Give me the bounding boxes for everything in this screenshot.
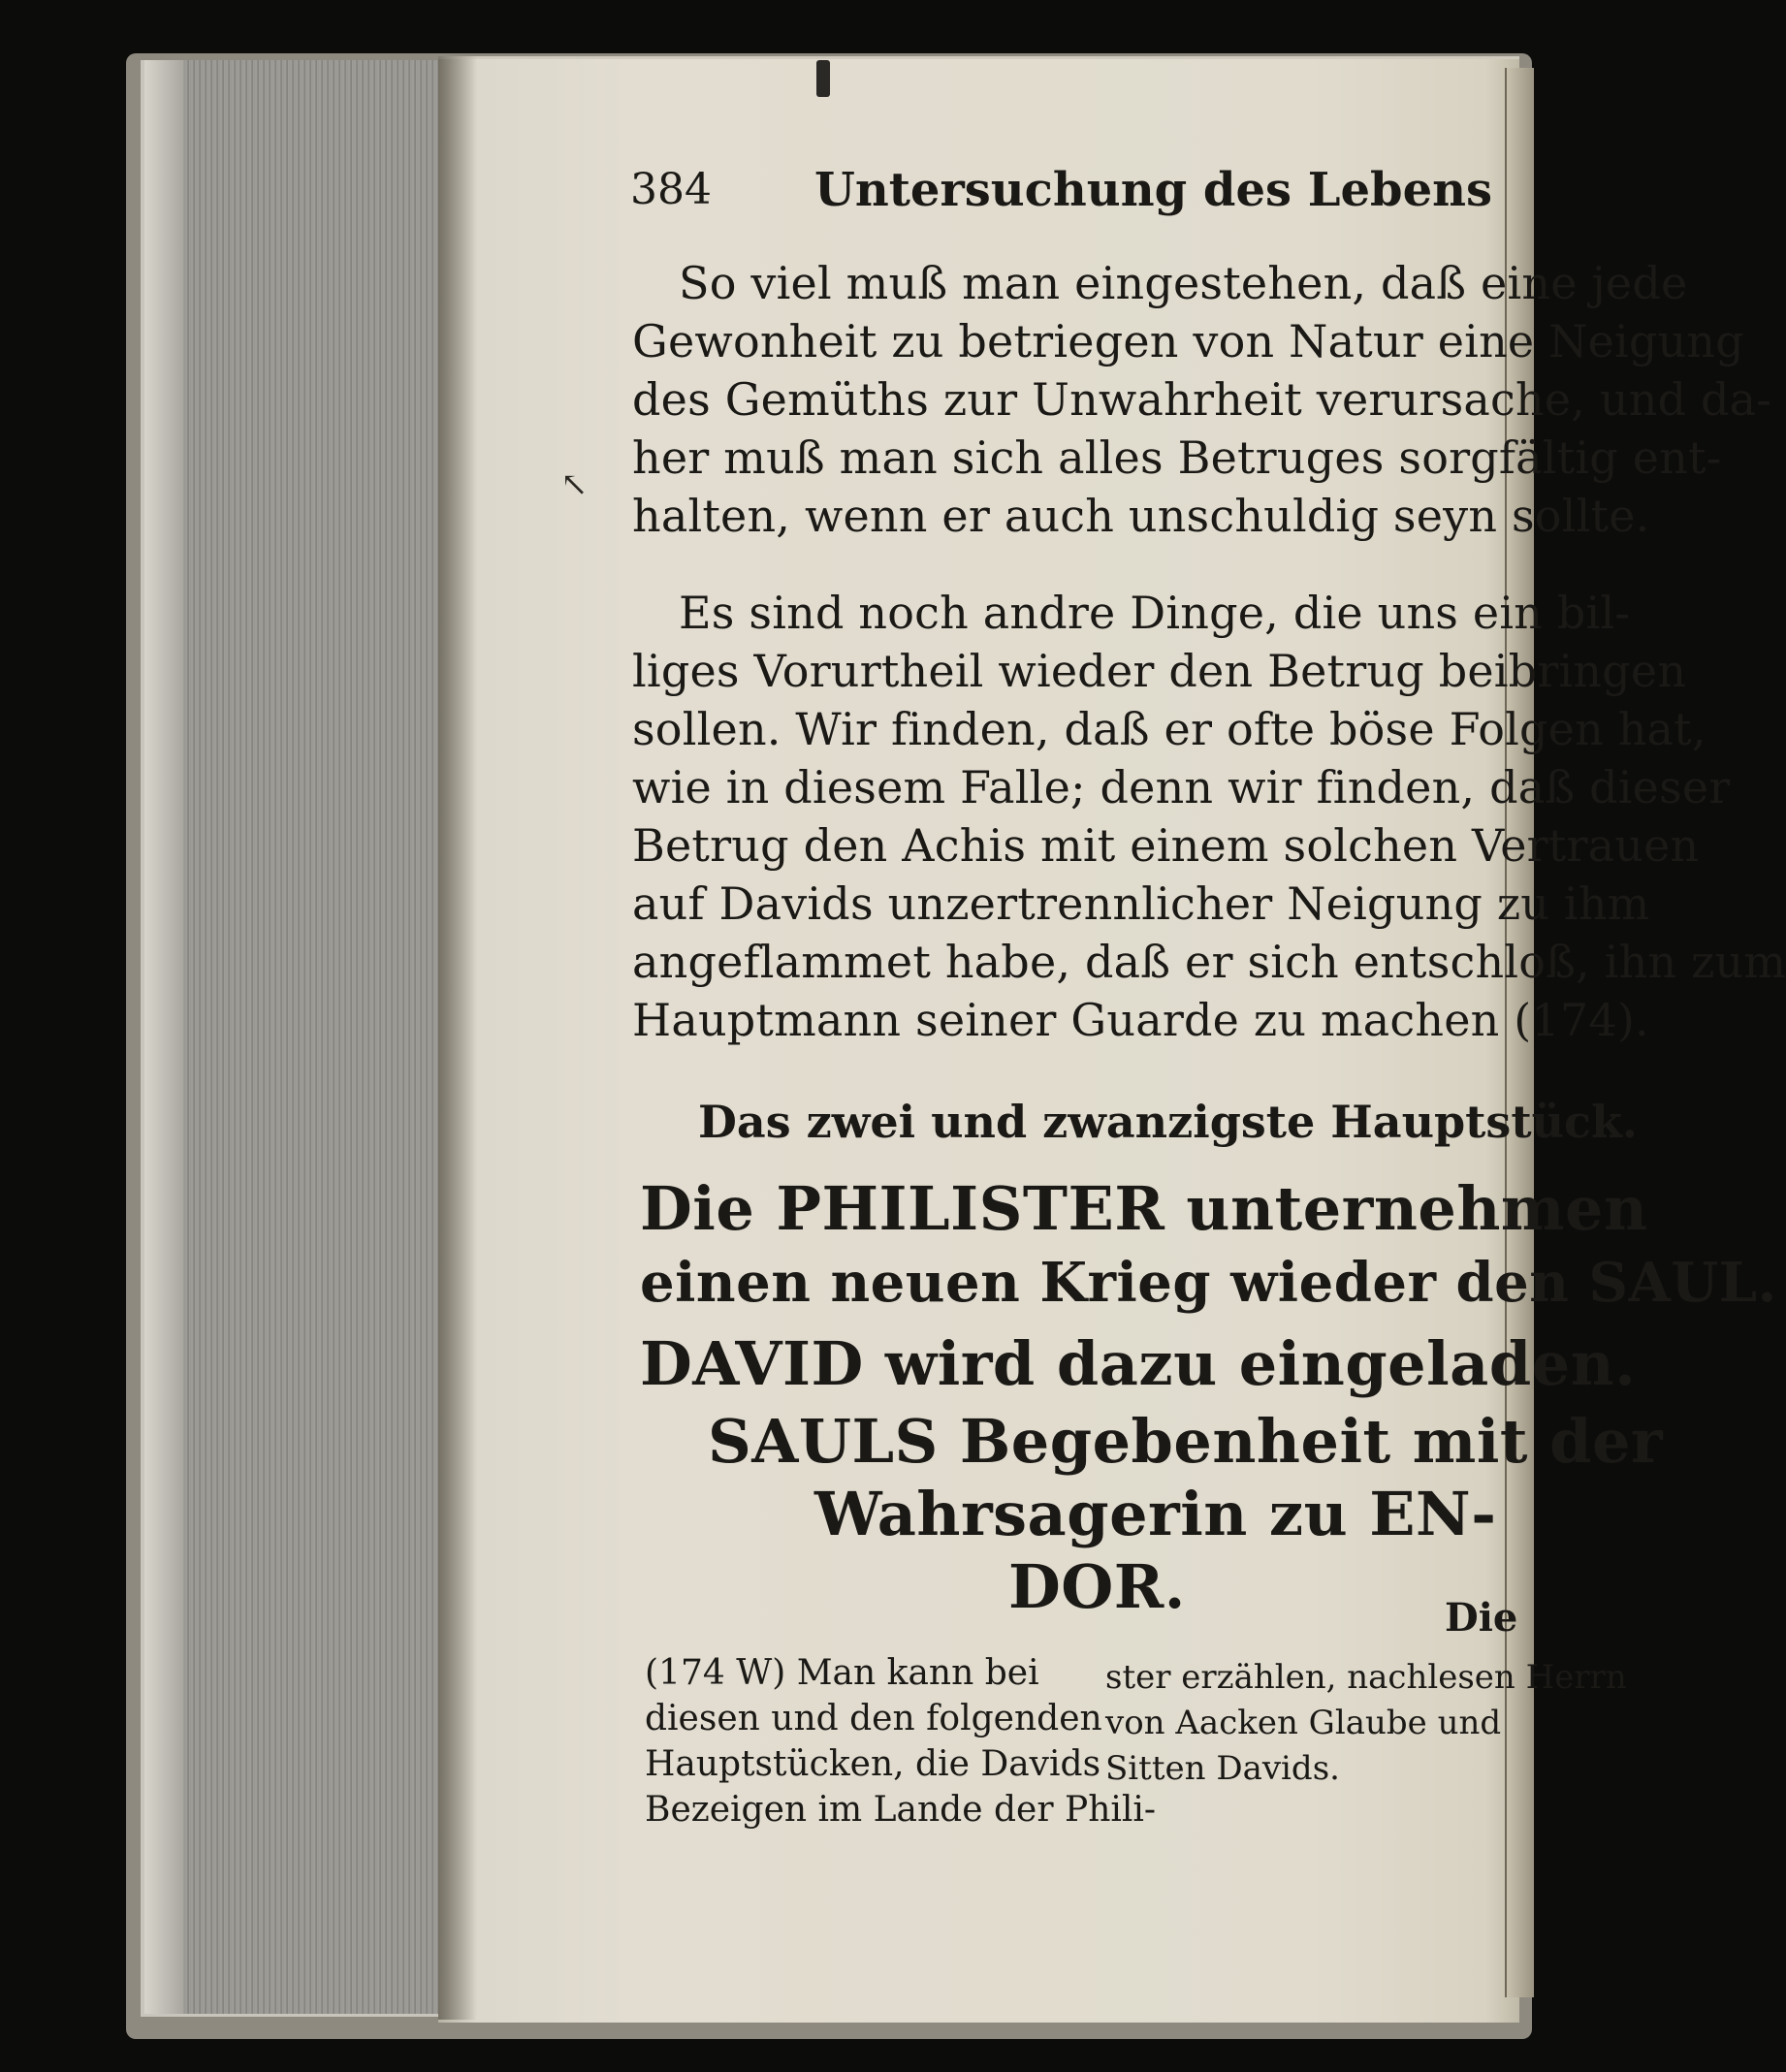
paragraph2-line: Hauptmann seiner Guarde zu machen (174). — [632, 994, 1649, 1046]
page-edges — [141, 60, 445, 2017]
chapter-title-line: Wahrsagerin zu EN- — [814, 1479, 1497, 1549]
chapter-title-line: Die PHILISTER unternehmen — [640, 1173, 1648, 1244]
paragraph2-line: wie in diesem Falle; denn wir finden, daß dieser — [632, 761, 1731, 813]
chapter-title-line: DOR. — [1008, 1551, 1186, 1622]
chapter-heading: Das zwei und zwanzigste Hauptstück. — [698, 1096, 1638, 1148]
paragraph1-line: So viel muß man eingestehen, daß eine jede — [679, 257, 1688, 309]
paragraph1-line: Gewonheit zu betriegen von Natur eine Neigung — [632, 315, 1744, 367]
running-title: Untersuchung des Lebens — [814, 163, 1493, 217]
paragraph2-line: Betrug den Achis mit einem solchen Vertrauen — [632, 819, 1700, 872]
paragraph2-line: liges Vorurtheil wieder den Betrug beibringen — [632, 645, 1687, 697]
footnote-left-line: Hauptstücken, die Davids — [645, 1744, 1101, 1784]
paragraph2-line: auf Davids unzertrennlicher Neigung zu ihm — [632, 877, 1650, 930]
paragraph2-line: sollen. Wir finden, daß er ofte böse Folgen hat, — [632, 703, 1706, 755]
paragraph2-line: Es sind noch andre Dinge, die uns ein bil- — [679, 587, 1631, 639]
chapter-title-line: SAULS Begebenheit mit der — [708, 1406, 1664, 1477]
footnote-right-line: Sitten Davids. — [1105, 1749, 1340, 1788]
paragraph2-line: angeflammet habe, daß er sich entschloß, ihn zum — [632, 936, 1786, 988]
margin-mark-icon: ↖ — [560, 465, 589, 504]
footnote-right-line: ster erzählen, nachlesen Herrn — [1105, 1658, 1627, 1697]
paragraph1-line: halten, wenn er auch unschuldig seyn sollte. — [632, 490, 1650, 542]
footnote-right-line: von Aacken Glaube und — [1105, 1704, 1502, 1742]
gutter-shadow — [438, 56, 477, 2020]
page-number: 384 — [630, 165, 712, 214]
paragraph1-line: her muß man sich alles Betruges sorgfältig ent- — [632, 431, 1722, 484]
chapter-title-line: einen neuen Krieg wieder den SAUL. — [640, 1251, 1777, 1315]
footnote-left-line: Bezeigen im Lande der Phili- — [645, 1790, 1157, 1830]
chapter-title-line: DAVID wird dazu eingeladen. — [640, 1328, 1637, 1399]
footnote-left-line: diesen und den folgenden — [645, 1699, 1102, 1738]
paragraph1-line: des Gemüths zur Unwahrheit verursache, und da- — [632, 373, 1772, 426]
footnote-left-line: (174 W) Man kann bei — [645, 1653, 1039, 1693]
catchword: Die — [1445, 1595, 1518, 1641]
ink-mark-icon — [816, 60, 830, 97]
